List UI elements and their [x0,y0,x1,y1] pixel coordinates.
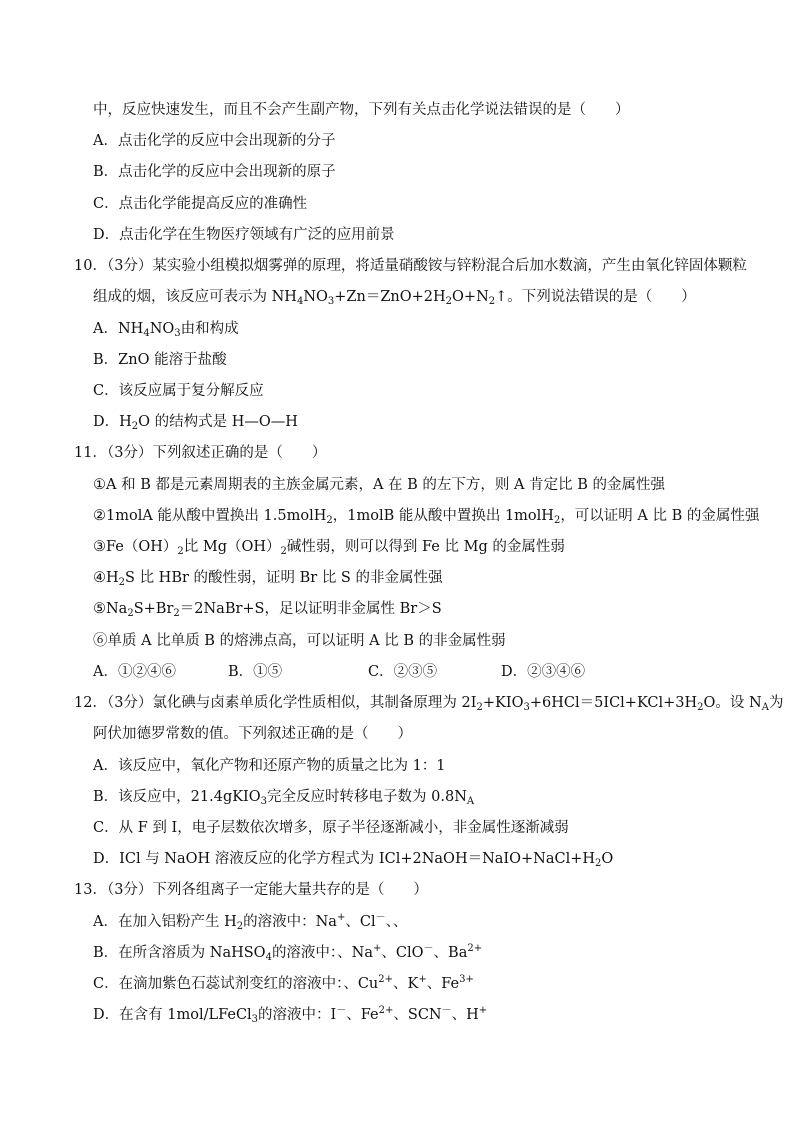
q13-stem: 13．（3分）下列各组离子一定能大量共存的是（ ） [74,882,428,898]
q13-option-d[interactable]: D．在含有 1mol/LFeCl$_3$的溶液中：I－、$Fe^{2+}$、SCN－、H+ [93,1005,488,1025]
q12-option-c[interactable]: C．从 F 到 I，电子层数依次增多，原子半径逐渐减小，非金属性逐渐减弱 [93,820,569,836]
q11-statement-6: ⑥单质 A 比单质 B 的熔沸点高，可以证明 A 比 B 的非金属性弱 [93,633,506,649]
q9-option-c[interactable]: C．点击化学能提高反应的准确性 [93,196,308,212]
q13-option-a[interactable]: A．在加入铝粉产生 $H_2$的溶液中：Na+、Cl－、、 [93,912,408,932]
q10-option-a[interactable]: A．$NH_4NO_3$由和构成 [93,321,239,339]
q12-option-b[interactable]: B．该反应中，21.4gKIO$_3$完全反应时转移电子数为 $0.8N_A$ [93,789,475,807]
q13-option-b[interactable]: B．在所含溶质为 NaHSO$_4$的溶液中：、Na+、ClO－、$Ba^{2+}$ [93,943,483,963]
q12-option-a[interactable]: A．该反应中，氧化产物和还原产物的质量之比为 1：1 [93,758,446,774]
q12-stem-line2: 阿伏加德罗常数的值。下列叙述正确的是（ ） [93,726,412,742]
q11-choices [93,662,585,682]
q10-stem-line2: 组成的烟，该反应可表示为 $NH_4NO_3+Zn=ZnO+2H_2O+N_2↑$。下列说法错误的是（ ） [93,289,696,307]
q11-choice-b[interactable]: B．①⑤ [228,664,283,680]
q9-option-a[interactable]: A．点击化学的反应中会出现新的分子 [93,133,336,149]
q11-statement-1: ①A 和 B 都是元素周期表的主族金属元素，A 在 B 的左下方，则 A 肯定比 B 的金属性强 [93,477,665,493]
q12-stem-line1: 12．（3分）氯化碘与卤素单质化学性质相似，其制备原理为 $2I_2+KIO_3+6HCl=5ICl+KCl+3H_2O$。设 $N_A$为 [74,695,784,713]
q11-choice-a[interactable]: A．①②④⑥ [93,664,176,680]
q9-option-d[interactable]: D．点击化学在生物医疗领域有广泛的应用前景 [93,227,395,243]
q10-option-c[interactable]: C．该反应属于复分解反应 [93,383,264,399]
q9-stem-continued: 中，反应快速发生，而且不会产生副产物，下列有关点击化学说法错误的是（ ） [93,102,630,118]
q9-option-b[interactable]: B．点击化学的反应中会出现新的原子 [93,164,336,180]
q11-choice-d[interactable]: D．②③④⑥ [501,664,586,680]
q11-stem: 11．（3分）下列叙述正确的是（ ） [74,445,327,461]
q10-stem-line1: 10．（3分）某实验小组模拟烟雾弹的原理，将适量硝酸铵与锌粉混合后加水数滴，产生由氧化锌固体颗粒 [74,258,747,274]
q11-choice-c[interactable]: C．②③⑤ [368,664,438,680]
q12-option-d[interactable]: D．ICl 与 NaOH 溶液反应的化学方程式为 $ICl+2NaOH=NaIO+NaCl+H_2O$ [93,851,614,869]
q11-statement-4: $④H_2S$ 比 HBr 的酸性弱，证明 Br 比 S 的非金属性强 [93,570,443,588]
q11-statement-5: $⑤Na_2S+Br_2=2NaBr+S$，足以证明非金属性 Br＞S [93,601,442,619]
q13-option-c[interactable]: C．在滴加紫色石蕊试剂变红的溶液中：、$Cu^{2+}$、K+、$Fe^{3+}$ [93,974,474,992]
q11-statement-3: $③Fe(OH)_2$比 $Mg(OH)_2$碱性弱，则可以得到 Fe 比 Mg 的金属性弱 [93,539,565,557]
q10-option-d[interactable]: D．$H_2O$ 的结构式是 H—O—H [93,414,298,432]
q11-statement-2: ②1molA 能从酸中置换出 1.5molH$_2$，1molB 能从酸中置换出 1molH$_2$，可以证明 A 比 B 的金属性强 [93,508,760,526]
q10-option-b[interactable]: B．ZnO 能溶于盐酸 [93,352,227,368]
